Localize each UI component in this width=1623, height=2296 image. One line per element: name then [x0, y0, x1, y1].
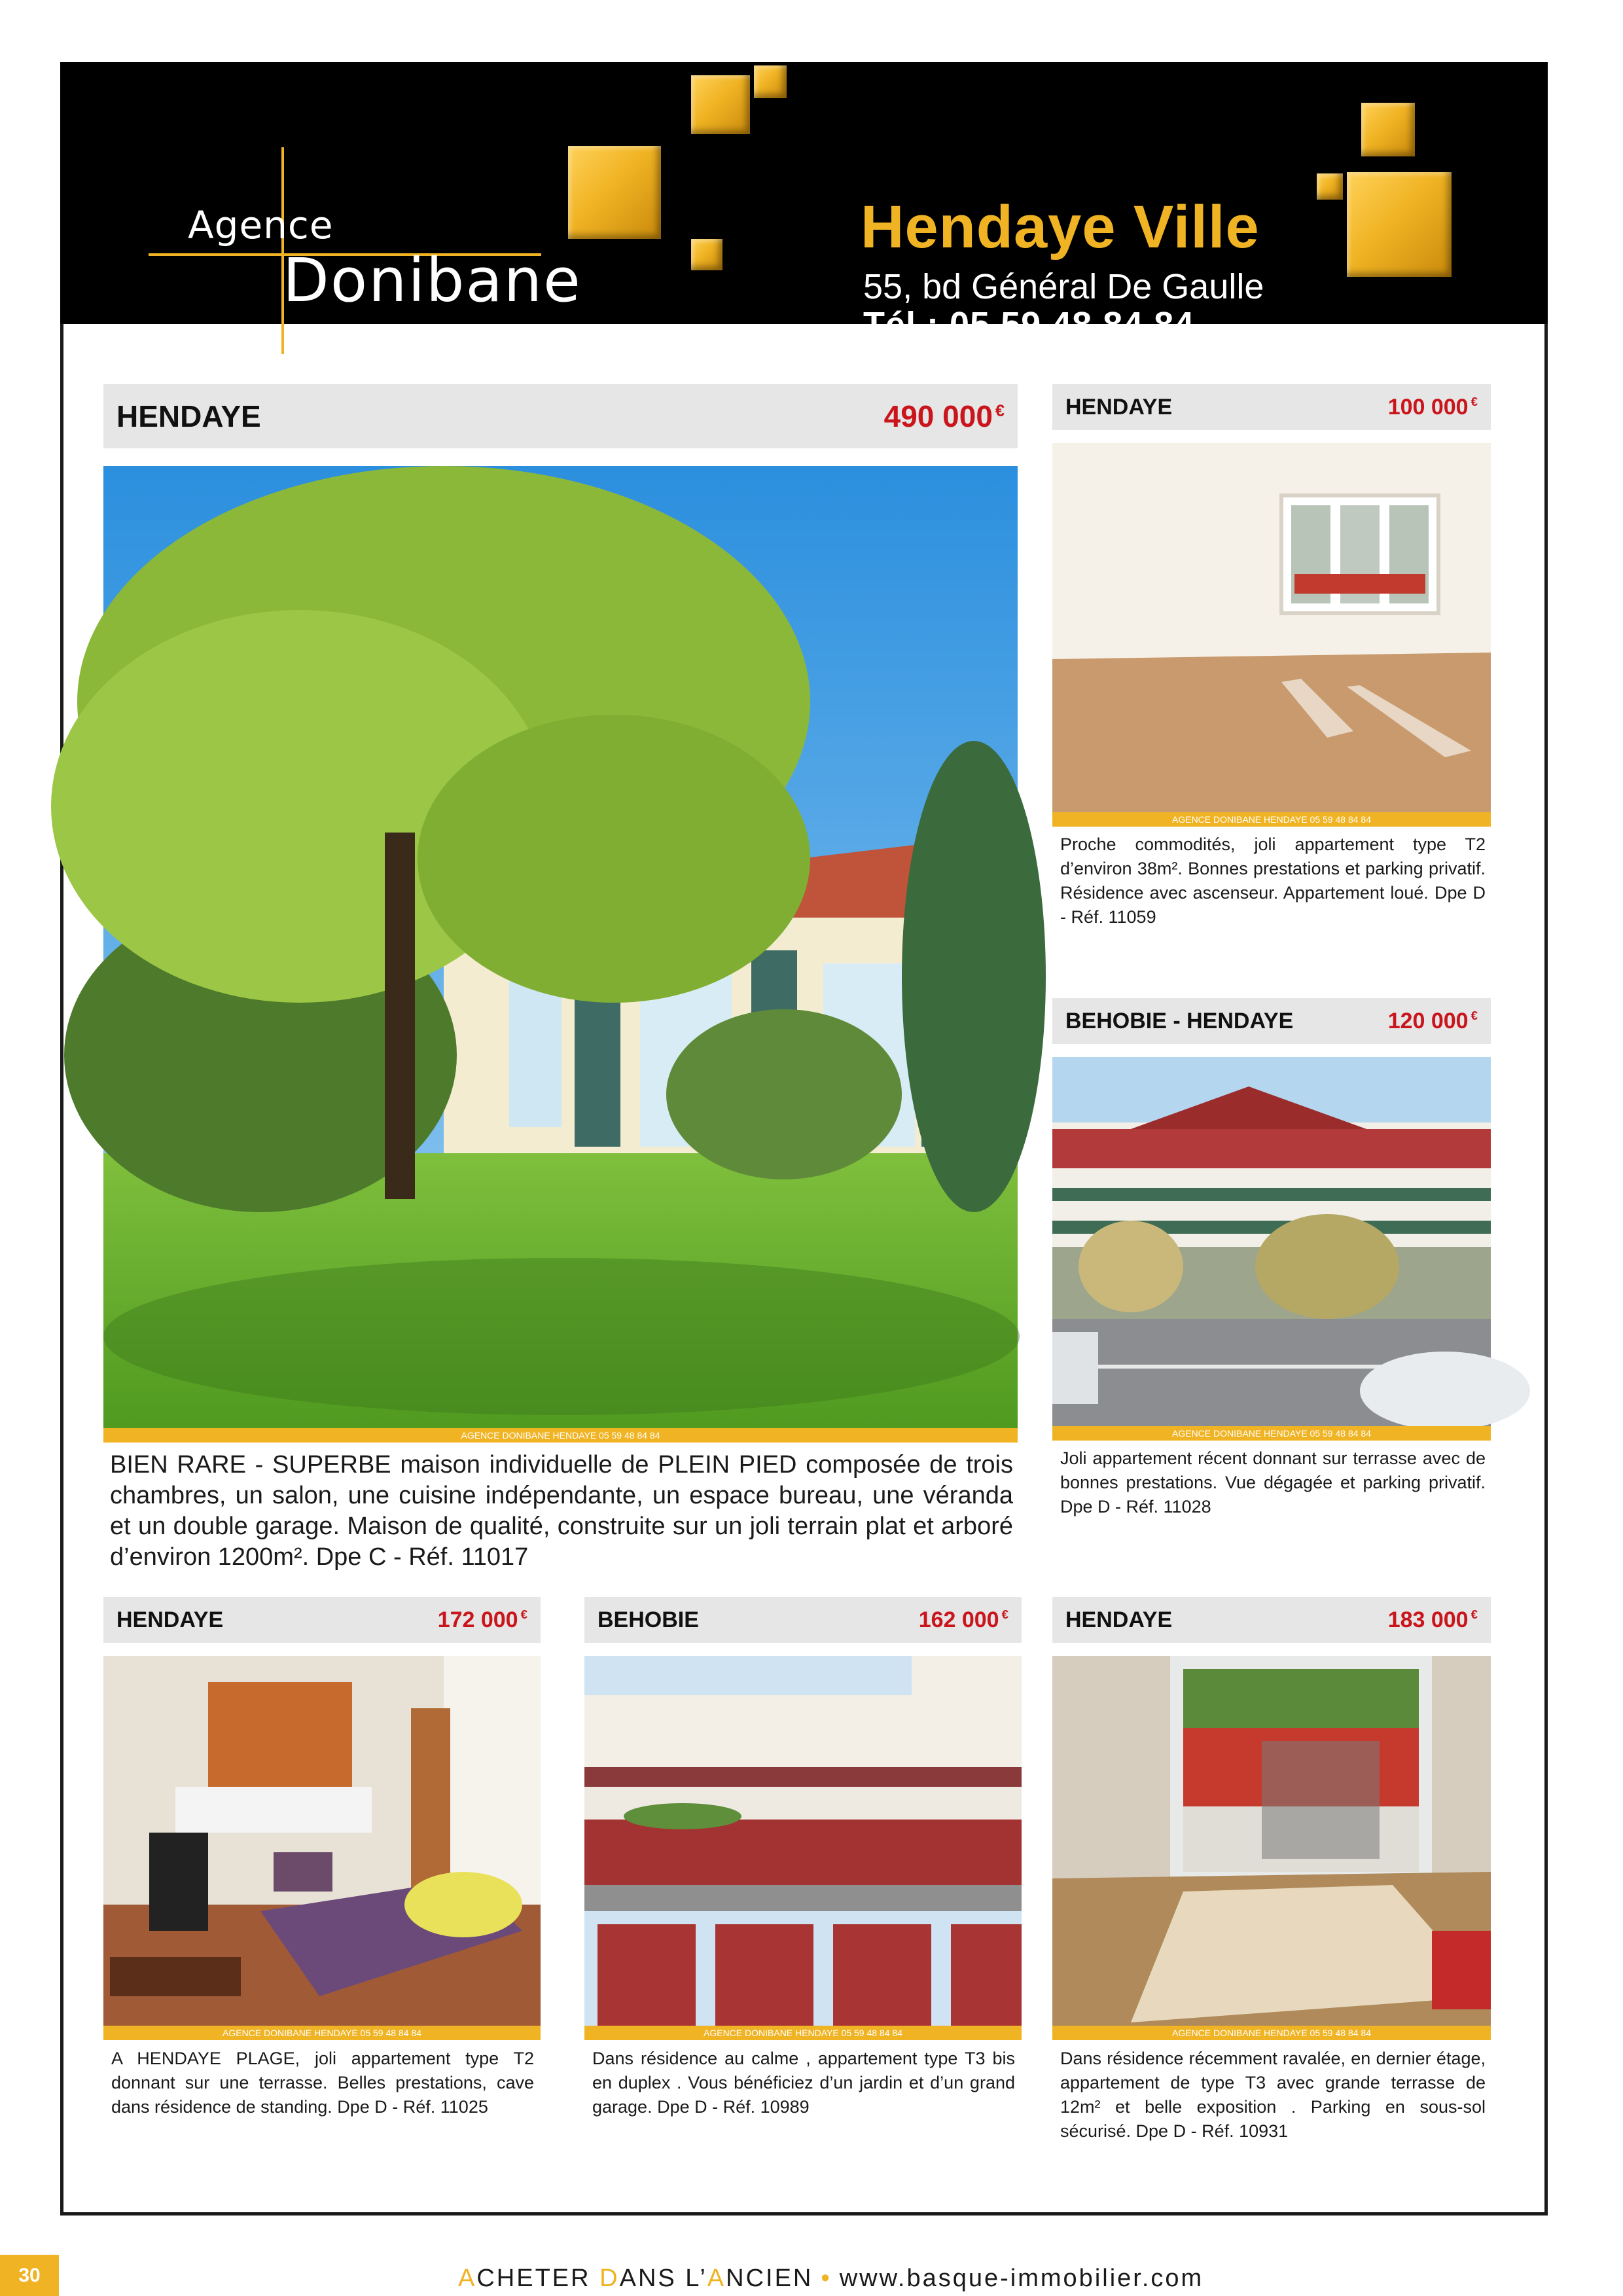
listing-price: 183 000 € — [1387, 1607, 1478, 1632]
listing-description: A HENDAYE PLAGE, joli appartement type T2 donnant sur une terrasse. Belles prestations, cave dans résidence de standing. Dpe D - Réf. 11025 — [111, 2049, 534, 2117]
listing-description: Joli appartement récent donnant sur terrasse avec de bonnes prestations. Vue dégagée et parking privatif. Dpe D - Réf. 11028 — [1060, 1448, 1486, 1516]
listing-description: Dans résidence récemment ravalée, en dernier étage, appartement de type T3 avec grande terrasse de 12m² et belle exposition . Parking en sous-sol sécurisé. Dpe D - Réf. 10931 — [1060, 2049, 1486, 2141]
tagline-letter: D — [599, 2265, 620, 2292]
listing-city: HENDAYE — [116, 399, 261, 433]
website-link[interactable]: www.basque-immobilier.com — [839, 2265, 1204, 2292]
tagline-part: CHETER — [476, 2265, 600, 2292]
listing-photo — [1052, 1656, 1491, 2026]
decor-square — [691, 239, 722, 270]
decor-square — [754, 65, 787, 98]
decor-square — [1361, 103, 1415, 156]
tagline-letter: A — [707, 2265, 726, 2292]
agency-header — [60, 62, 1548, 344]
footer-tagline — [458, 2265, 1204, 2293]
listing-city: HENDAYE — [1065, 1607, 1173, 1632]
listing-city: BEHOBIE — [597, 1607, 699, 1632]
decor-square — [691, 75, 750, 134]
listing-header — [1052, 384, 1491, 430]
listing-header — [1052, 1597, 1491, 1643]
listing-photo — [1052, 443, 1491, 812]
tagline-letter: A — [458, 2265, 477, 2292]
listing-header — [1052, 998, 1491, 1044]
listing-city: HENDAYE — [1065, 394, 1173, 420]
photo-credit: AGENCE DONIBANE HENDAYE 05 59 48 84 84 — [103, 1428, 1018, 1443]
decor-square — [1317, 173, 1343, 200]
listing-description: BIEN RARE - SUPERBE maison individuelle de PLEIN PIED composée de trois chambres, un salon, une cuisine indépendante, un espace bureau, une véranda et un double garage. Maison de qualité, construite sur un joli terrain plat et arboré d’environ 1200m². Dpe C - Réf. 11017 — [110, 1451, 1013, 1571]
listing-header — [103, 1597, 541, 1643]
listing-photo — [103, 1656, 541, 2026]
listing-city: BEHOBIE - HENDAYE — [1065, 1008, 1294, 1033]
listing-photo — [1052, 1057, 1491, 1426]
tagline-part: NCIEN — [726, 2265, 813, 2292]
bullet-separator: • — [821, 2265, 832, 2292]
listing-header — [103, 384, 1018, 448]
agency-address: 55, bd Général De Gaulle — [863, 267, 1264, 306]
listing-price: 162 000 € — [918, 1607, 1008, 1632]
logo-donibane-text: Donibane — [283, 245, 582, 315]
listing-price: 172 000 € — [437, 1607, 527, 1632]
agency-name: Hendaye Ville — [861, 194, 1260, 260]
photo-credit: AGENCE DONIBANE HENDAYE 05 59 48 84 84 — [1052, 1426, 1491, 1441]
photo-credit: AGENCE DONIBANE HENDAYE 05 59 48 84 84 — [584, 2026, 1022, 2040]
photo-credit: AGENCE DONIBANE HENDAYE 05 59 48 84 84 — [1052, 2026, 1491, 2040]
tagline-part: ANS L’ — [619, 2265, 707, 2292]
listing-header — [584, 1597, 1022, 1643]
decor-square — [1347, 172, 1452, 277]
listing-description: Proche commodités, joli appartement type T2 d’environ 38m². Bonnes prestations et parking privatif. Résidence avec ascenseur. Appartement loué. Dpe D - Réf. 11059 — [1060, 834, 1486, 927]
listing-price: 120 000 € — [1387, 1008, 1478, 1033]
listing-photo — [584, 1656, 1022, 2026]
photo-credit: AGENCE DONIBANE HENDAYE 05 59 48 84 84 — [103, 2026, 541, 2040]
listing-photo — [103, 466, 1018, 1428]
agency-phone: Tél.: 05 59 48 84 84 — [863, 305, 1195, 344]
listing-city: HENDAYE — [116, 1607, 224, 1632]
photo-credit: AGENCE DONIBANE HENDAYE 05 59 48 84 84 — [1052, 812, 1491, 827]
decor-square — [568, 146, 661, 239]
listing-price: 490 000 € — [883, 399, 1005, 433]
listing-description: Dans résidence au calme , appartement type T3 bis en duplex . Vous bénéficiez d’un jardin et d’un grand garage. Dpe D - Réf. 10989 — [592, 2049, 1015, 2117]
listing-price: 100 000 € — [1387, 394, 1478, 420]
page-number: 30 — [0, 2255, 59, 2296]
logo-agence-text: Agence — [188, 203, 334, 247]
